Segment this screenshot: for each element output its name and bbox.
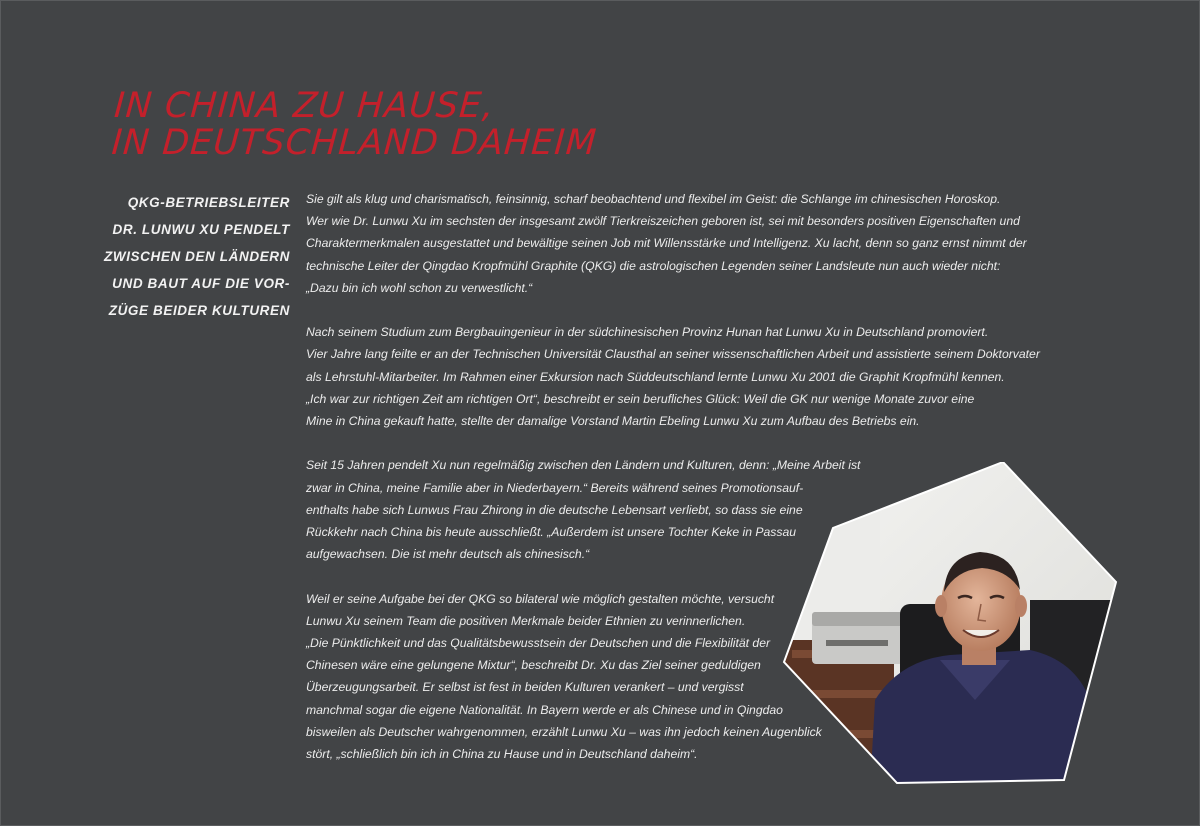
portrait-photo [780,462,1120,786]
text-line: zwar in China, meine Familie aber in Niederbayern.“ Bereits während seines Promotionsauf- [306,480,804,495]
text-line: „Dazu bin ich wohl schon zu verwestlicht.“ [306,280,533,295]
intro-line: ZÜGE BEIDER KULTUREN [108,303,290,318]
text-line: aufgewachsen. Die ist mehr deutsch als chinesisch.“ [306,547,590,562]
text-line: Weil er seine Aufgabe bei der QKG so bilateral wie möglich gestalten möchte, versucht [306,591,775,606]
intro-teaser [96,189,290,324]
text-line: „Die Pünktlichkeit und das Qualitätsbewusstsein der Deutschen und die Flexibilität der [306,636,771,651]
text-line: technische Leiter der Qingdao Kropfmühl Graphite (QKG) die astrologischen Legenden seiner Landsleute nun auch wieder nicht: [306,258,1001,273]
intro-line: DR. LUNWU XU PENDELT [112,222,290,237]
text-line: stört, „schließlich bin ich in China zu Hause und in Deutschland daheim“. [306,747,698,762]
text-line: Sie gilt als klug und charismatisch, feinsinnig, scharf beobachtend und flexibel im Geist: die Schlange im chinesischen Horoskop. [306,192,1001,206]
paragraph-horoscope [306,188,1066,299]
text-line: Mine in China gekauft hatte, stellte der damalige Vorstand Martin Ebeling Lunwu Xu zum Aufbau des Betriebs ein. [306,414,920,429]
text-line: Nach seinem Studium zum Bergbauingenieur in der südchinesischen Provinz Hunan hat Lunwu Xu in Deutschland promoviert. [306,325,989,340]
paragraph-career [306,321,1066,432]
headline [110,88,735,162]
headline-line: IN CHINA ZU HAUSE, [112,86,496,126]
text-line: Vier Jahre lang feilte er an der Technischen Universität Clausthal an seiner wissenschaftlichen Arbeit und assistierte seinem Doktorvater [306,347,1040,362]
headline-line: IN DEUTSCHLAND DAHEIM [110,123,599,163]
text-line: Seit 15 Jahren pendelt Xu nun regelmäßig zwischen den Ländern und Kulturen, denn: „Meine Arbeit ist [306,458,861,473]
intro-line: UND BAUT AUF DIE VOR- [112,276,290,291]
text-line: als Lehrstuhl-Mitarbeiter. Im Rahmen einer Exkursion nach Süddeutschland lernte Lunwu Xu 2001 die Graphit Kropfmühl kennen. [306,369,1005,384]
text-line: Rückkehr nach China bis heute ausschließt. „Außerdem ist unsere Tochter Keke in Passau [306,525,797,540]
text-line: Überzeugungsarbeit. Er selbst ist fest in beiden Kulturen verankert – und vergisst [306,680,744,695]
text-line: Chinesen wäre eine gelungene Mixtur“, beschreibt Dr. Xu das Ziel seiner geduldigen [306,658,761,673]
text-line: „Ich war zur richtigen Zeit am richtigen Ort“, beschreibt er sein berufliches Glück: Weil die GK nur wenige Monate zuvor eine [306,391,975,406]
text-line: Lunwu Xu seinem Team die positiven Merkmale beider Ethnien zu verinnerlichen. [306,613,746,628]
text-line: Charaktermerkmalen ausgestattet und bewältige seinen Job mit Willensstärke und Intelligenz. Xu lacht, denn so ganz ernst nimmt der [306,236,1027,251]
text-line: bisweilen als Deutscher wahrgenommen, erzählt Lunwu Xu – was ihn jedoch keinen Augenblick [306,724,822,739]
text-line: manchmal sogar die eigene Nationalität. In Bayern werde er als Chinese und in Qingdao [306,702,783,717]
intro-line: QKG-BETRIEBSLEITER [127,195,290,210]
text-line: enthalts habe sich Lunwus Frau Zhirong in die deutsche Lebensart verliebt, so dass sie eine [306,502,803,517]
intro-line: ZWISCHEN DEN LÄNDERN [104,249,290,264]
text-line: Wer wie Dr. Lunwu Xu im sechsten der insgesamt zwölf Tierkreiszeichen geboren ist, sei mit besonders positiven Eigenschaften und [306,214,1020,229]
